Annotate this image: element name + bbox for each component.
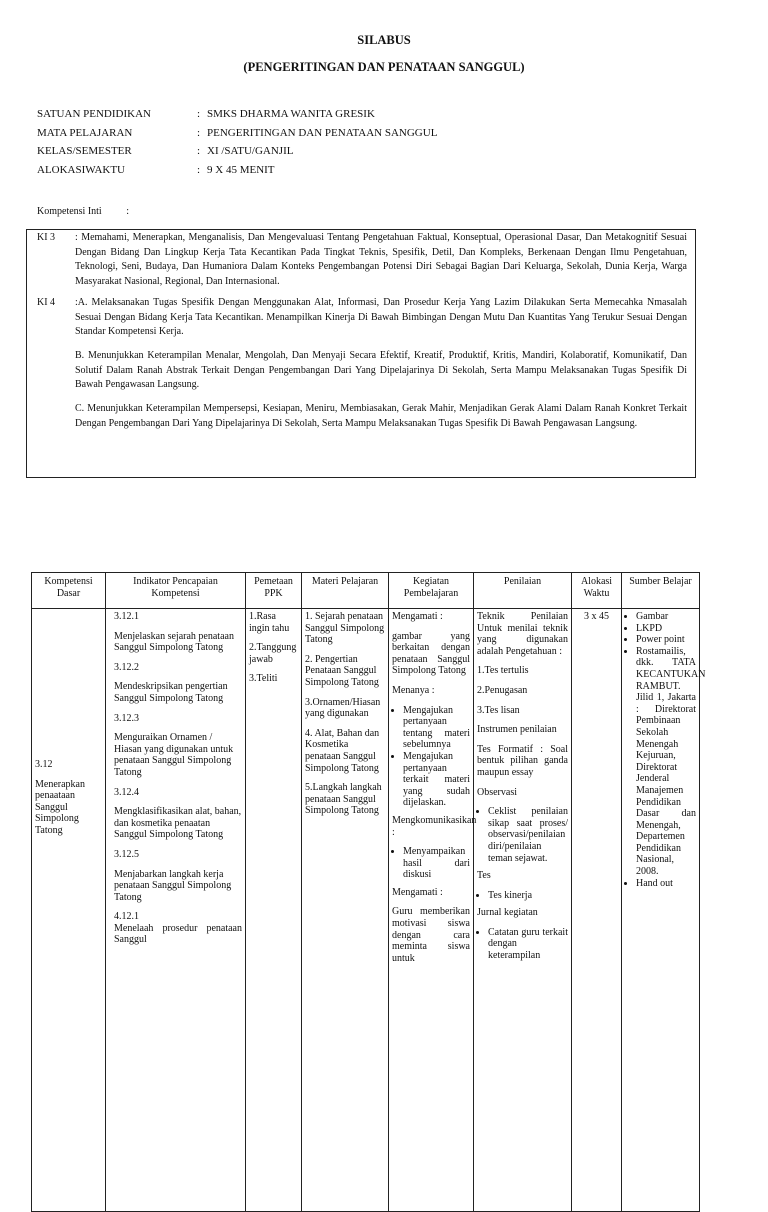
- header-ppk: Pemetaan PPK: [246, 573, 302, 609]
- penilaian-list: [477, 806, 568, 864]
- sumber-list: [625, 611, 706, 889]
- info-value: PENGERITINGAN DAN PENATAAN SANGGUL: [207, 126, 438, 139]
- info-block: [37, 108, 437, 183]
- cell-kegiatan: [389, 609, 477, 1212]
- info-row: [37, 127, 437, 146]
- info-colon: :: [197, 126, 201, 139]
- cell-kompetensi-dasar: [32, 609, 106, 1212]
- penilaian-item: 2.Penugasan: [477, 684, 528, 696]
- kegiatan-list: [392, 846, 470, 881]
- ki4-b-text: B. Menunjukkan Keterampilan Menalar, Mengolah, Dan Menyaji Secara Efektif, Kreatif, Produktif, Kritis, Mandiri, Kolaboratif, Komunikatif, Dan Solutif Dalam Ranah Abstrak Terkait Dengan Pengembangan Dari Yang Dipelajarinya Di Sekolah, Serta Mampu Melaksanakan Tugas Spesifik Di Bawah Pengawasan Langsung.: [75, 350, 687, 391]
- indikator-code: 3.12.5: [114, 848, 139, 860]
- indikator-text: Menjabarkan langkah kerja penataan Sanggul Simpolong Tatong: [114, 868, 232, 903]
- info-label: SATUAN PENDIDIKAN: [37, 108, 151, 120]
- penilaian-item: 3.Tes lisan: [477, 704, 520, 716]
- header-kompetensi-dasar: Kompetensi Dasar: [32, 573, 106, 609]
- indikator-code: 3.12.4: [114, 786, 139, 798]
- cell-materi: [302, 609, 389, 1212]
- document-title: SILABUS: [357, 33, 411, 47]
- ki-box: [26, 229, 696, 478]
- table-row: [32, 609, 700, 1212]
- cell-alokasi: [572, 609, 622, 1212]
- header-materi: Materi Pelajaran: [302, 573, 389, 609]
- kegiatan-text: Guru memberikan motivasi siswa dengan cara meminta siswa untuk: [392, 906, 470, 964]
- list-item: • Hand out: [636, 878, 696, 890]
- info-colon: :: [197, 145, 201, 158]
- ki3-text: : Memahami, Menerapkan, Menganalisis, Dan Mengevaluasi Tentang Pengetahuan Faktual, Konseptual, Operasional Dasar, Dan Metakognitif Sesuai Dengan Bidang Dan Lingkup Kerja Tata Kecantikan Pada Tingkat Teknis, Spesifik, Detil, Dan Kompleks, Berkenaan Dengan Ilmu Pengetahuan, Teknologi, Seni, Budaya, Dan Humaniora Dalam Konteks Pengembangan Potensi Diri Sebagai Bagian Dari Keluarga, Sekolah, Dunia Kerja, Warga Masyarakat Nasional, Regional, Dan Internasional.: [75, 232, 687, 288]
- indikator-text: Menelaah prosedur penataan Sanggul: [114, 922, 242, 946]
- kegiatan-heading: Mengkomunikasikan :: [392, 814, 477, 838]
- ki-heading-label: Kompetensi Inti: [37, 206, 102, 217]
- list-item: • Ceklist penilaian sikap saat proses/ observasi/penilaian diri/penilaian teman sejawat.: [488, 806, 568, 864]
- ppk-item: 2.Tanggung jawab: [249, 642, 297, 665]
- penilaian-item: 1.Tes tertulis: [477, 665, 529, 677]
- info-colon: :: [197, 108, 201, 120]
- indikator-text: Menjelaskan sejarah penataan Sanggul Simpolong Tatong: [114, 630, 234, 654]
- header-sumber: Sumber Belajar: [622, 573, 700, 609]
- list-item: • Power point: [636, 634, 696, 646]
- materi-item: 3.Ornamen/Hiasan yang digunakan: [305, 696, 381, 720]
- silabus-table: [31, 572, 706, 1212]
- ppk-item: 1.Rasa ingin tahu: [249, 611, 290, 634]
- list-item: • Tes kinerja: [488, 890, 568, 902]
- ki4-item: [37, 296, 687, 340]
- list-item: • Mengajukan pertanyaan tentang materi sebelumnya: [403, 705, 470, 751]
- list-item: • Menyampaikan hasil dari diskusi: [403, 846, 470, 881]
- kegiatan-text: gambar yang berkaitan dengan penataan Sanggul Simpolong Tatong: [392, 630, 470, 677]
- materi-item: 1. Sejarah penataan Sanggul Simpolong Tatong: [305, 611, 385, 646]
- header-kegiatan: Kegiatan Pembelajaran: [389, 573, 474, 609]
- kegiatan-heading: Mengamati :: [392, 886, 443, 898]
- penilaian-tes: Tes: [477, 870, 491, 882]
- ki4-c-text: C. Menunjukkan Keterampilan Mempersepsi, Kesiapan, Meniru, Membiasakan, Gerak Mahir, Menjadikan Gerak Alami Dalam Ranah Konkret Terkait Dengan Pengembangan Dari Yang Dipelajarinya Di Sekolah, Serta Mampu Melaksanakan Tugas Spesifik Di Bawah Pengawasan Langsung.: [75, 403, 687, 429]
- indikator-code: 3.12.3: [114, 712, 139, 724]
- info-row: [37, 108, 437, 127]
- kd-code: 3.12: [35, 759, 53, 770]
- materi-item: 2. Pengertian Penataan Sanggul Simpolong Tatong: [305, 653, 379, 688]
- ppk-item: 3.Teliti: [249, 673, 278, 685]
- penilaian-list: [477, 927, 568, 962]
- kegiatan-heading: Menanya :: [392, 684, 435, 696]
- list-item: • Mengajukan pertanyaan terkait materi yang sudah dijelaskan.: [403, 751, 470, 809]
- header-indikator: Indikator Pencapaian Kompetensi: [106, 573, 246, 609]
- list-item: • LKPD: [636, 623, 696, 635]
- header-penilaian: Penilaian: [474, 573, 572, 609]
- info-value: 9 X 45 MENIT: [207, 164, 275, 177]
- ki3-item: [37, 231, 687, 290]
- indikator-text: Menguraikan Ornamen / Hiasan yang digunakan untuk penataan Sanggul Simpolong Tatong: [114, 732, 234, 778]
- penilaian-observasi: Observasi: [477, 786, 517, 798]
- header-alokasi: Alokasi Waktu: [572, 573, 622, 609]
- info-value: XI /SATU/GANJIL: [207, 145, 294, 158]
- info-label: ALOKASIWAKTU: [37, 164, 125, 177]
- info-row: [37, 145, 437, 164]
- ki-heading: [37, 206, 129, 217]
- indikator-text: Mendeskripsikan pengertian Sanggul Simpolong Tatong: [114, 681, 228, 704]
- penilaian-teknik: Teknik Penilaian Untuk menilai teknik yang digunakan adalah Pengetahuan :: [477, 611, 568, 657]
- info-label: KELAS/SEMESTER: [37, 145, 132, 158]
- penilaian-instrumen: Instrumen penilaian: [477, 724, 557, 736]
- indikator-code: 4.12.1: [114, 911, 139, 923]
- info-row: [37, 164, 437, 183]
- penilaian-formatif: Tes Formatif : Soal bentuk pilihan ganda maupun essay: [477, 743, 568, 778]
- list-item: • Gambar: [636, 611, 696, 623]
- cell-sumber: [622, 609, 706, 1212]
- kd-text: Menerapkan penaataan Sanggul Simpolong Tatong: [35, 778, 85, 836]
- cell-penilaian: [474, 609, 572, 1212]
- cell-indikator: [106, 609, 246, 1212]
- kegiatan-list: [392, 705, 470, 809]
- materi-item: 4. Alat, Bahan dan Kosmetika penataan Sanggul Simpolong Tatong: [305, 727, 380, 774]
- ki4-code: KI 4: [37, 297, 56, 308]
- penilaian-list: [477, 890, 568, 902]
- table-header-row: [32, 573, 700, 609]
- indikator-text: Mengklasifikasikan alat, bahan, dan kosmetika penaatan Sanggul Simpolong Tatong: [114, 806, 242, 841]
- alokasi-value: 3 x 45: [584, 611, 609, 622]
- ki4-a-text: :A. Melaksanakan Tugas Spesifik Dengan Menggunakan Alat, Informasi, Dan Prosedur Kerja Yang Lazim Dilakukan Serta Memecahka Nmasalah Sesuai Dengan Bidang Kerja Tata Kecantikan. Menampilkan Kinerja Di Bawah Bimbingan Dengan Mutu Dan Kuantitas Yang Terukur Sesuai Dengan Standar Kompetensi Kerja.: [75, 297, 687, 338]
- info-label: MATA PELAJARAN: [37, 126, 133, 139]
- indikator-code: 3.12.2: [114, 661, 139, 673]
- info-colon: :: [197, 164, 201, 177]
- document-subtitle: (PENGERITINGAN DAN PENATAAN SANGGUL): [243, 60, 525, 74]
- list-item: • Catatan guru terkait dengan keterampilan: [488, 927, 568, 962]
- list-item: • Rostamailis, dkk. TATA KECANTUKAN RAMBUT. Jilid 1, Jakarta : Direktorat Pembinaan Sekolah Menengah Kejuruan, Direktorat Jenderal Manajemen Pendidikan Dasar dan Menengah, Departemen Pendidikan Nasional, 2008.: [636, 646, 696, 878]
- ki-heading-colon: :: [126, 206, 129, 217]
- penilaian-jurnal: Jurnal kegiatan: [477, 907, 538, 919]
- cell-ppk: [246, 609, 302, 1212]
- kegiatan-heading: Mengamati :: [392, 611, 443, 622]
- materi-item: 5.Langkah langkah penataan Sanggul Simpolong Tatong: [305, 782, 382, 817]
- info-value: SMKS DHARMA WANITA GRESIK: [207, 108, 375, 120]
- indikator-code: 3.12.1: [114, 611, 139, 622]
- ki3-code: KI 3: [37, 232, 56, 243]
